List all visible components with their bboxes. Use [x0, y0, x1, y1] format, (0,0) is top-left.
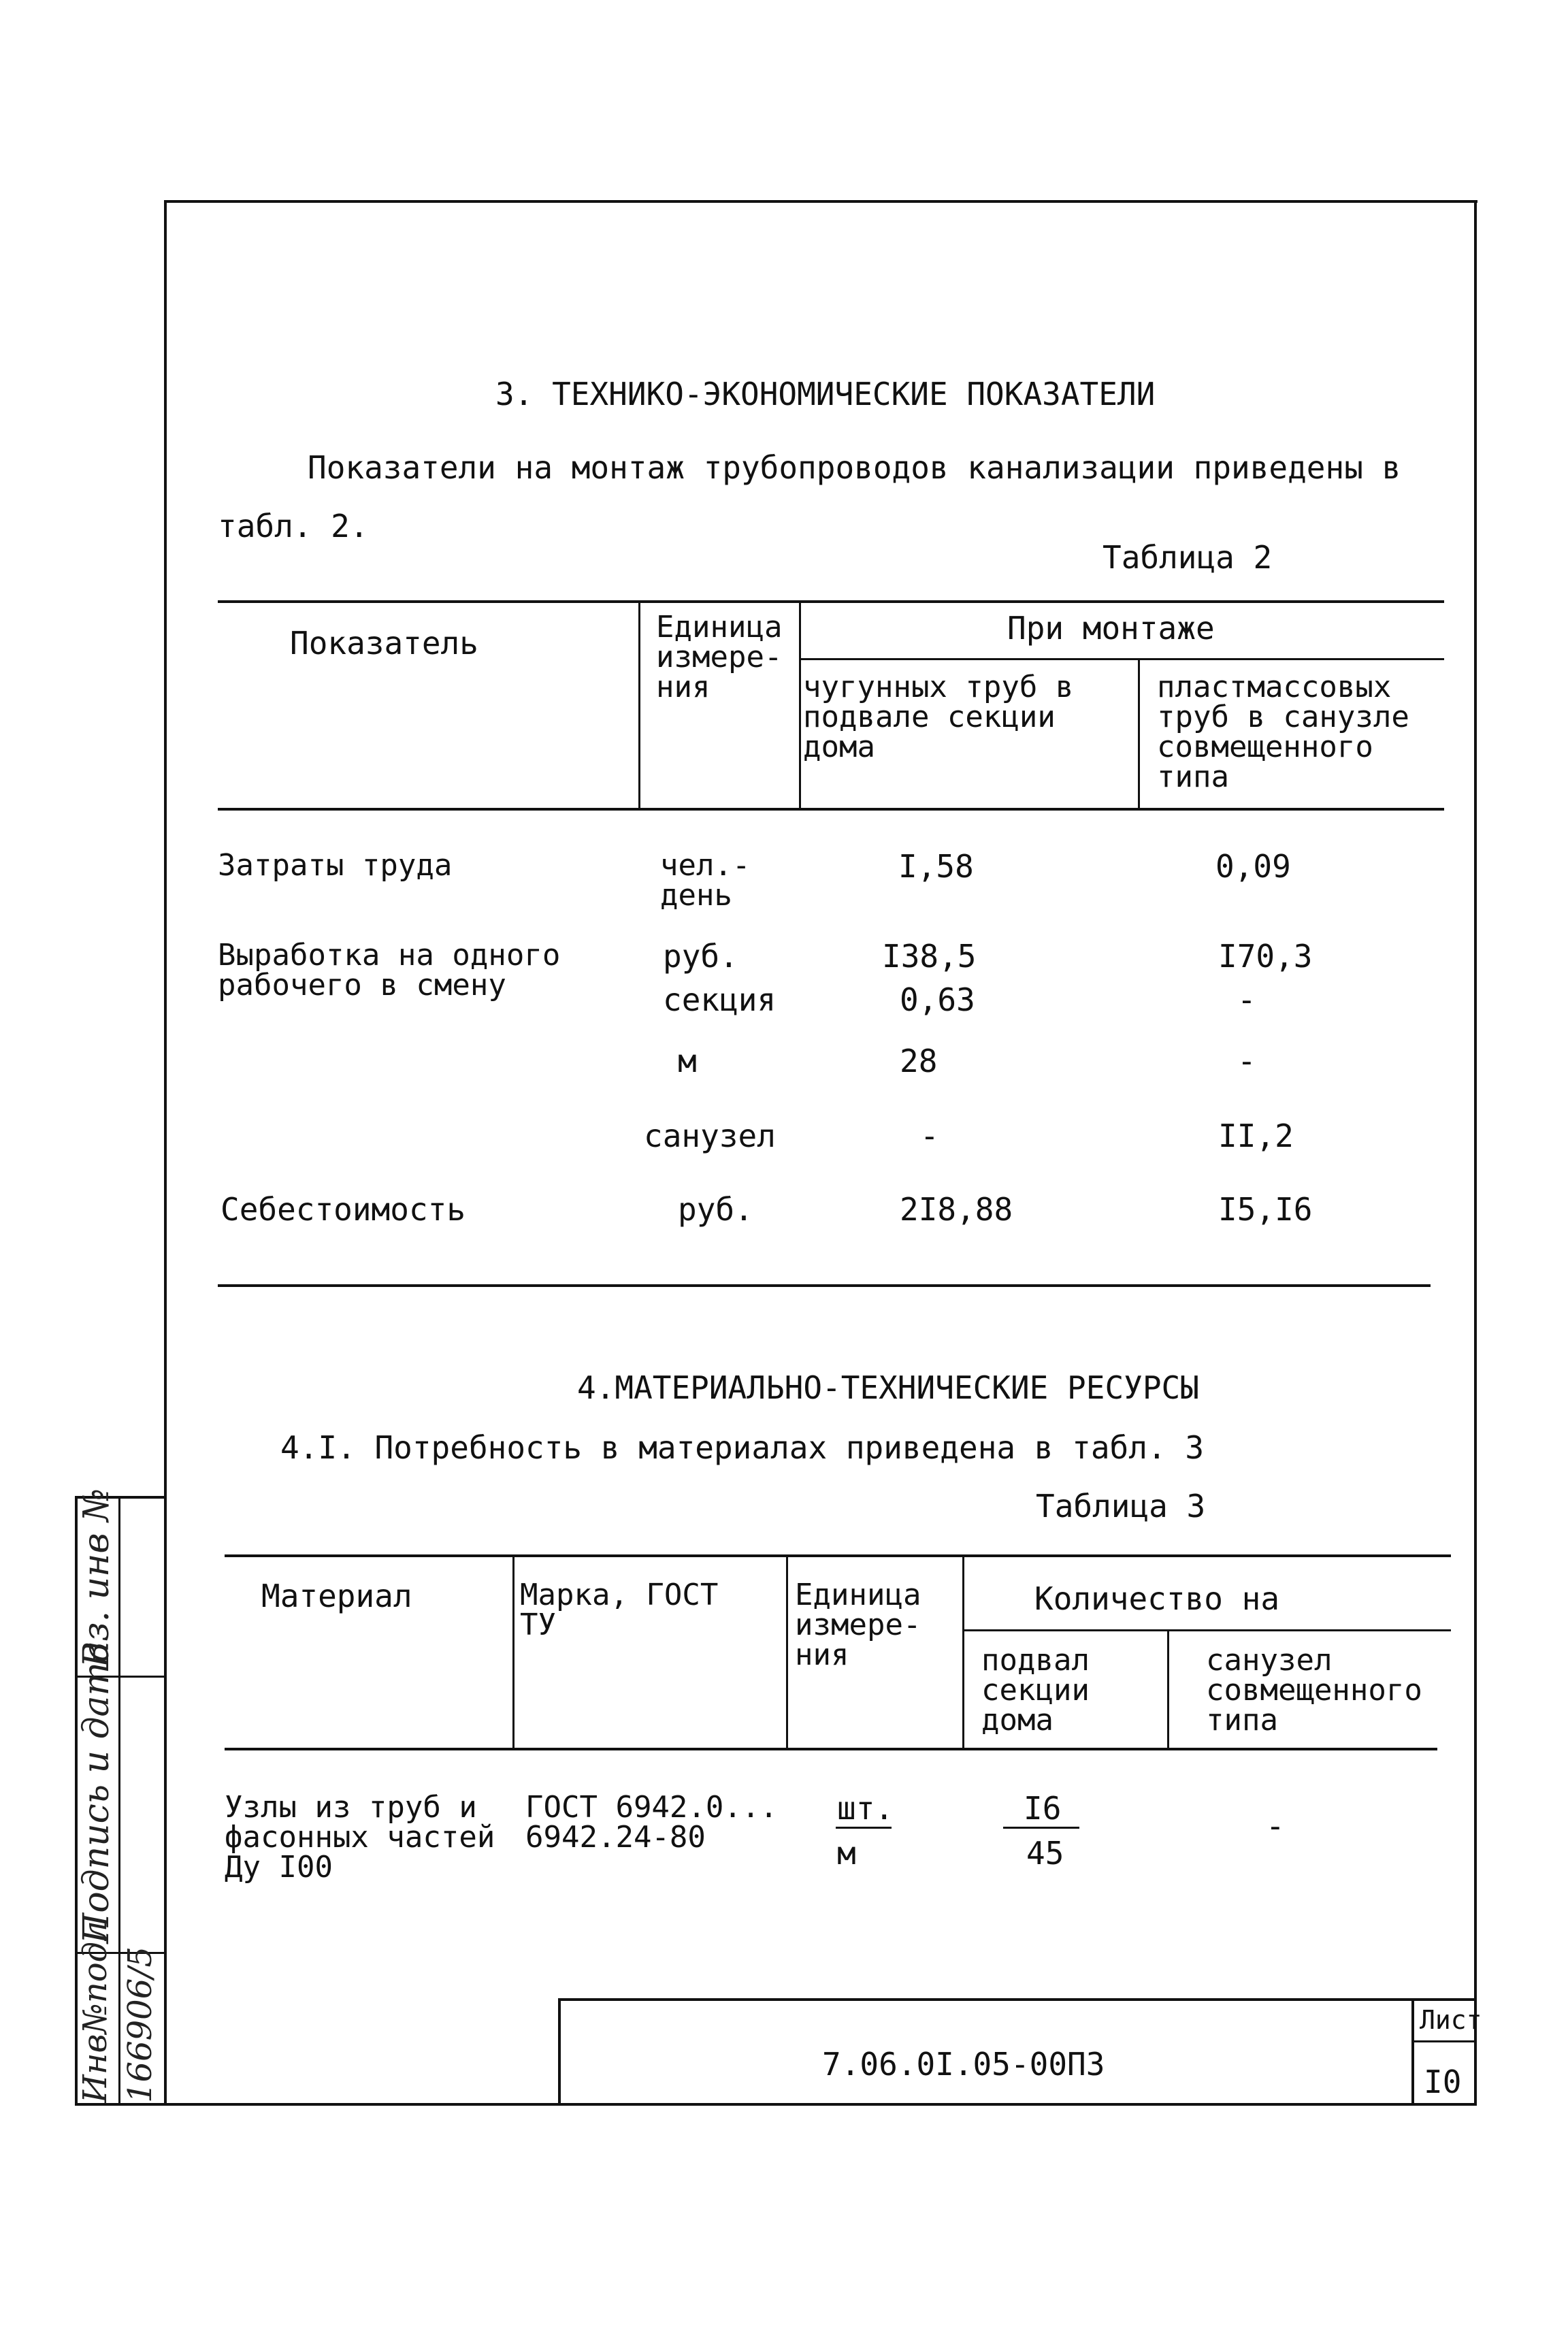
table3-header-unit: Единица измере- ния [795, 1578, 921, 1672]
table2-row-bathroom-cast-iron: - [920, 1118, 939, 1154]
table2-header-plastic: пластмассовых труб в санузле совмещенного типа [1157, 670, 1409, 794]
table3-header-rule [225, 1748, 1437, 1750]
section4-title: 4.МАТЕРИАЛЬНО-ТЕХНИЧЕСКИЕ РЕСУРСЫ [577, 1369, 1199, 1406]
table2-header-rule [218, 808, 1444, 811]
table3-header-group: Количество на [1034, 1580, 1280, 1617]
table2-row-labor-unit: чел.- день [660, 848, 751, 913]
table2-row-cost-plastic: I5,I6 [1218, 1191, 1313, 1228]
section3-title: 3. ТЕХНИКО-ЭКОНОМИЧЕСКИЕ ПОКАЗАТЕЛИ [495, 376, 1156, 412]
stamp-sheet-label: Лист [1420, 2005, 1482, 2035]
margin-inner-divider [118, 1497, 120, 2104]
stamp-sheet-divider [1411, 2000, 1414, 2104]
stamp-top-border [558, 1998, 1477, 2001]
table3-row-bathroom: - [1266, 1808, 1285, 1844]
table3-col2-divider [786, 1554, 788, 1749]
table3-header-basement: подвал секции дома [981, 1643, 1090, 1738]
stamp-sheet-number: I0 [1424, 2064, 1462, 2100]
table2-row-output-unit: руб. [663, 938, 738, 975]
table3-col1-divider [512, 1554, 514, 1749]
table2-row-bathroom-plastic: II,2 [1218, 1118, 1294, 1154]
table2-row-section-unit: секция [663, 981, 777, 1018]
table3-row-unit-top: шт. [837, 1790, 894, 1827]
table3-header-bathroom: санузел совмещенного типа [1206, 1643, 1422, 1738]
table2-row-labor-plastic: 0,09 [1215, 848, 1291, 885]
margin-vz-inv: Вз. инв № [76, 1488, 117, 1667]
table2-row-section-cast-iron: 0,63 [900, 981, 975, 1018]
table3-row-material: Узлы из труб и фасонных частей Ду I00 [225, 1790, 495, 1885]
table2-row-cost-label: Себестоимость [220, 1191, 466, 1228]
stamp-code: 7.06.0I.05-00ПЗ [822, 2046, 1105, 2083]
table2-row-labor-cast-iron: I,58 [898, 848, 974, 885]
table2-row-output-label: Выработка на одного рабочего в смену [218, 938, 561, 1003]
table2-col1-divider [638, 600, 640, 809]
table3-row-basement-top: I6 [1024, 1790, 1062, 1827]
table3-top-rule [225, 1554, 1451, 1557]
table2-row-meter-plastic: - [1237, 1043, 1256, 1079]
table2-row-output-cast-iron: I38,5 [882, 938, 977, 975]
table3-caption: Таблица 3 [1036, 1488, 1206, 1525]
table2-row-cost-cast-iron: 2I8,88 [900, 1191, 1013, 1228]
section3-intro-line1: Показатели на монтаж трубопроводов канализации приведены в [308, 449, 1401, 486]
table2-row-meter-cast-iron: 28 [900, 1043, 938, 1079]
stamp-sheet-rule [1411, 2040, 1477, 2042]
table2-row-bathroom-unit: санузел [644, 1118, 776, 1154]
table3-header-material: Материал [261, 1578, 412, 1614]
frame-bottom [75, 2103, 1477, 2106]
table2-header-indicator: Показатель [290, 625, 478, 662]
section4-subtitle: 4.I. Потребность в материалах приведена в табл. 3 [280, 1429, 1205, 1466]
table3-row-unit-bottom: м [837, 1835, 856, 1872]
table2-bottom-rule [218, 1284, 1431, 1287]
table3-row-mark: ГОСТ 6942.0... 6942.24-80 [525, 1790, 778, 1855]
table3-group-rule [964, 1629, 1451, 1631]
table3-row-basement-bottom: 45 [1026, 1835, 1064, 1872]
table2-col2-divider [799, 600, 801, 809]
table2-header-unit: Единица измере- ния [656, 610, 783, 704]
table2-row-meter-unit: м [678, 1043, 697, 1079]
table2-row-section-plastic: - [1237, 981, 1256, 1018]
table2-group-rule [800, 658, 1444, 660]
table2-row-labor-label: Затраты труда [218, 848, 453, 883]
frame-left [164, 201, 167, 2106]
table2-header-cast-iron: чугунных труб в подвале секции дома [803, 670, 1074, 764]
table2-caption: Таблица 2 [1102, 539, 1273, 576]
table3-row-unit-fraction-bar [836, 1827, 892, 1829]
frame-right [1474, 201, 1477, 2106]
margin-inv-number: 166906/5 [121, 1946, 159, 2103]
table2-row-cost-unit: руб. [678, 1191, 753, 1228]
section3-intro-line2: табл. 2. [218, 508, 369, 544]
table3-col4-divider [1167, 1629, 1169, 1749]
table2-header-group: При монтаже [1007, 610, 1215, 647]
table2-top-rule [218, 600, 1444, 603]
table3-row-basement-fraction-bar [1003, 1827, 1079, 1829]
table2-col3-divider [1138, 658, 1140, 809]
margin-signature-date: Подпись и дата [76, 1641, 117, 1944]
stamp-left-border [558, 2000, 561, 2104]
frame-top [164, 200, 1477, 203]
table2-row-output-plastic: I70,3 [1218, 938, 1313, 975]
margin-inv-orig: Инв№подл [76, 1921, 114, 2103]
table3-col3-divider [962, 1554, 964, 1749]
table3-header-mark: Марка, ГОСТ ТУ [520, 1578, 719, 1642]
